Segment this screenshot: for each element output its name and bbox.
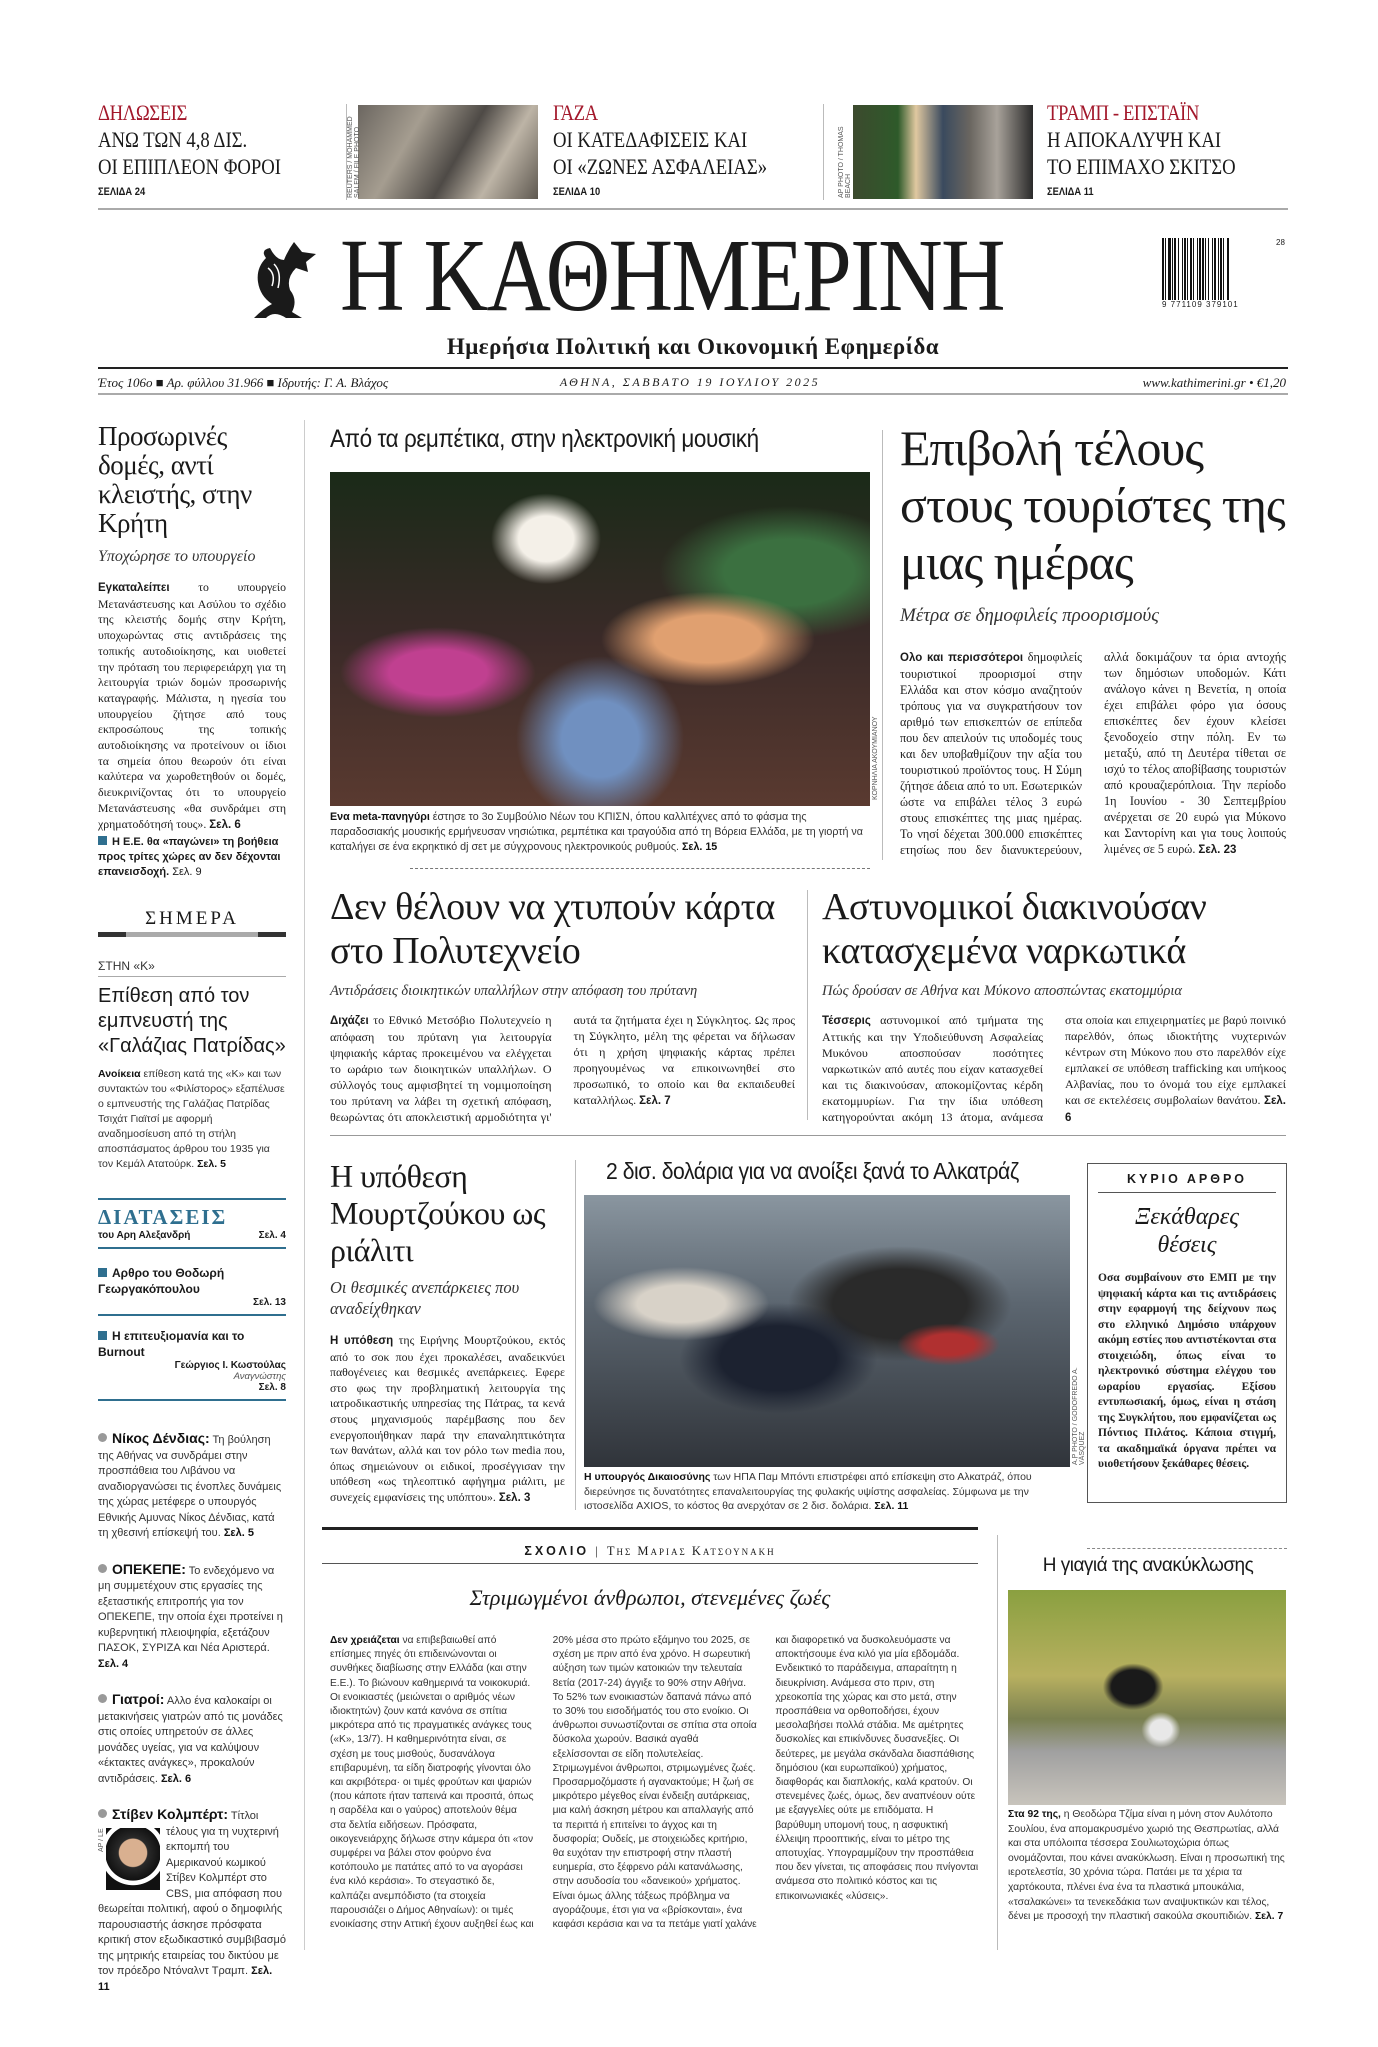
divider: [823, 104, 824, 200]
divider: [1087, 1548, 1287, 1549]
teaser-title: Η ΑΠΟΚΑΛΥΨΗ ΚΑΙ: [1047, 127, 1222, 152]
lead-word: Η υπόθεση: [330, 1335, 394, 1347]
editorial-headline[interactable]: Ξεκάθαρες θέσεις: [1134, 1204, 1239, 1258]
divider: [98, 1198, 286, 1200]
k-headline[interactable]: Επίθεση από τον εμπνευστή της «Γαλάζιας Πατρίδας»: [98, 985, 286, 1058]
divider: [330, 1135, 1286, 1136]
brief-name: Στίβεν Κολμπέρτ:: [98, 1806, 228, 1822]
lead-word: Ανοίκεια: [98, 1068, 141, 1081]
grandma-recycling-photo: [1008, 1590, 1286, 1805]
story-mourtzoukou: [330, 1158, 565, 1507]
brief-item: [98, 1431, 286, 1542]
comment-label: ΣΧΟΛΙΟ: [524, 1544, 590, 1558]
grandma-body: [1008, 1808, 1290, 1925]
barcode-number: 9 771109 379101: [1162, 300, 1239, 309]
brief-item: [98, 1807, 286, 1995]
story-body: [330, 1012, 795, 1125]
story-body: [330, 1333, 565, 1507]
body-text: επίθεση κατά της «Κ» και των συντακτών του «Φιλίστορος» εξαπέλυσε ο εμπνευστής της Γαλάζιας Πατρίδας Τσιχάτ Γιαϊτσί με αφορμή αναδημοσίευση από τη στήλη αποσπάσματος άρθρου του 1935 για τον Κεμάλ Ατατούρκ.: [98, 1068, 285, 1171]
editorial-body: Οσα συμβαίνουν στο ΕΜΠ με την ψηφιακή κάρτα και τις αντιδράσεις στην εφαρμογή της δείχνουν πως στο ελληνικό Δημόσιο υπάρχουν ακόμη εστίες που αντιστέκονται στα στοιχειώδη, όπως είναι το ηλεκτρονικό σύστημα ελέγχου του ωραρίου εργασίας. Εξίσου εντυπωσιακή, όμως, είναι η στάση της Συγκλήτου, που εμφανίζεται ως Πόντιος Πιλάτος. Κάποια στιγμή, τα ακαδημαϊκά όργανα πρέπει να υιοθετήσουν ξεκάθαρες θέσεις.: [1098, 1272, 1276, 1470]
article-author: Γεώργιος Ι. Κωστούλας: [174, 1360, 286, 1372]
festival-crowd-photo: [330, 472, 870, 806]
story-headline[interactable]: Η υπόθεση Μουρτζούκου ως ριάλιτι: [330, 1158, 546, 1268]
photo-caption: [330, 810, 875, 855]
lead-word: Τέσσερις: [822, 1015, 871, 1027]
barcode: [1162, 238, 1276, 313]
teaser-kicker: ΤΡΑΜΠ - ΕΠΣΤΑΪΝ: [1047, 100, 1199, 125]
brief-name: ΟΠΕΚΕΠΕ:: [98, 1561, 186, 1577]
newspaper-title[interactable]: Η ΚΑΘΗΜΕΡΙΝΗ: [340, 218, 1004, 333]
teaser-gaza[interactable]: [553, 100, 813, 198]
alcatraz-officials-photo: [584, 1195, 1070, 1467]
body-text: το υπουργείο Μετανάστευσης και Ασύλου το σχέδιο της κλειστής δομής στην Κρήτη, υποχωρώντας στις αντιδράσεις της τοπικής αυτοδιοίκησης, και υιοθετεί την πρόταση του περιφερειάρχη για τη λειτουργία τριών δομών προσωρινής καταγραφής. Μάλιστα, η ηγεσία του υπουργείου ζήτησε από τους εκπροσώπους της τοπικής αυτοδιοίκησης να προτείνουν οι ίδιοι τα σημεία όπου θεωρούν ότι είναι καλύτερα να χωροθετηθούν οι δομές, διευκρινίζοντας ότι το υπουργείο Μετανάστευσης «θα συνδράμει στη χρηματοδότησή τους».: [98, 580, 286, 831]
divider: [304, 420, 305, 1950]
article-link[interactable]: Η επιτευξιομανία και το Burnout: [98, 1328, 286, 1360]
photo-story-header[interactable]: Από τα ρεμπέτικα, στην ηλεκτρονική μουσική: [330, 425, 759, 453]
left-column: [98, 422, 286, 1995]
comment-label-row: ΣΧΟΛΙΟ | Της Μαριας Κατσουνακη: [322, 1544, 978, 1564]
divider: [575, 1160, 576, 1510]
teaser-kicker: ΓΑΖΑ: [553, 100, 598, 125]
page-ref[interactable]: Σελ. 7: [1254, 1911, 1284, 1923]
body-text: δημοφιλείς τουριστικοί προορισμοί στην Ελλάδα και στον κόσμο αναζητούν τρόπους για να συγκρατήσουν τον αριθμό των επισκεπτών σε επίπεδα που δεν απειλούν τις υποδομές τους και δεν υποβαθμίζουν την αξία του τουριστικού προϊόντος τους. Η Σύμη ζήτησε άδεια από το υπ. Εσωτερικών ώστε να επιβάλει τέλος 3 ευρώ στους επισκέπτες της μιας ημέρας. Το νησί δέχεται 300.000 επισκέπτες ετησίως που δεν διανυκτερεύουν, αλλά δοκιμάζουν τα όρια αντοχής των δημόσιων υποδομών. Κάτι ανάλογο κάνει η Βενετία, η οποία έχει επιβάλει φόρο για όσους επισκέπτες δεν έχουν κλείσει ξενοδοχείο στην πόλη. Εν τω μεταξύ, από τη Δευτέρα τίθεται σε ισχύ το τέλος αποβίβασης τουριστών από κρουαζιερόπλοια. Την περίοδο 1η Ιουνίου - 30 Σεπτεμβρίου ανέρχεται σε 20 ευρώ για Μύκονο και Σαντορίνη και για τους λοιπούς λιμένες σε 5 ευρώ.: [900, 650, 1286, 857]
photo-credit: AP PHOTO / THOMAS BEACH: [838, 126, 852, 198]
article-author-role: Αναγνώστης: [233, 1371, 286, 1383]
website-price[interactable]: www.kathimerini.gr • €1,20: [1142, 375, 1286, 390]
divider: [882, 430, 883, 860]
body-text: η Θεοδώρα Τζίμα είναι η μόνη στον Αυλότοπο Σουλίου, ένα απομακρυσμένο χωριό της Θεσπρωτίας, αλλά και στα υπόλοιπα τέσσερα Σουλιωτοχώρια όπως ονομάζονται, που κάνει ανακύκλωση. Είναι η προσωπική της ιεροτελεστία, 30 χρόνια τώρα. Πατάει με τα χέρια τα χαρτόκουτα, πλένει ένα ένα τα πλαστικά μπουκάλια, «τσαλακώνει» τα τενεκεδάκια των αναψυκτικών και τέλος, δένει με προσοχή την πλαστική σακούλα σκουπιδιών.: [1008, 1809, 1285, 1923]
brief-name: Γιατροί:: [98, 1691, 164, 1707]
caption-text: έστησε το 3ο Συμβούλιο Νέων του ΚΠΙΣΝ, όπου καλλιτέχνες από το φάσμα της παραδοσιακής μουσικής ερμήνευσαν νησιώτικα, ρεμπέτικα και τραγούδια από τη Βόρεια Ελλάδα, με τη γιορτή να καταλήγει σε ένα εκρηκτικό dj σετ με σύγχρονους ηλεκτρονικούς ρυθμούς.: [330, 811, 863, 853]
teaser-page: ΣΕΛΙΔΑ 11: [1047, 186, 1094, 198]
lead-word: Διχάζει: [330, 1015, 369, 1027]
comment-body: [330, 1634, 980, 1932]
caption-lead: Η υπουργός Δικαιοσύνης: [584, 1471, 711, 1483]
editorial-label: ΚΥΡΙΟ ΑΡΘΡΟ: [1098, 1172, 1276, 1193]
page-ref[interactable]: Σελ. 15: [681, 841, 718, 853]
comment-headline[interactable]: Στριμωγμένοι άνθρωποι, στενεμένες ζωές: [469, 1585, 831, 1610]
story-headline[interactable]: Αστυνομικοί διακινούσαν κατασχεμένα ναρκωτικά: [822, 886, 1207, 972]
brief-name: Νίκος Δένδιας:: [98, 1430, 210, 1446]
photo-credit: A.P PHOTO / GODOFREDO A. VÁSQUEZ: [1072, 1367, 1086, 1465]
gaza-ruins-photo: [358, 105, 538, 199]
page-ref[interactable]: Σελ. 11: [98, 1965, 273, 1993]
bullet-text: Η Ε.Ε. θα «παγώνει» τη βοήθεια προς τρίτες χώρες αν δεν δέχονται επανεισδοχή.: [98, 836, 281, 879]
story-body: [822, 1012, 1286, 1126]
newspaper-subtitle: Ημερήσια Πολιτική και Οικονομική Εφημερίδα: [446, 334, 940, 359]
page-ref[interactable]: Σελ. 3: [498, 1491, 531, 1504]
page-ref[interactable]: Σελ. 4: [98, 1657, 129, 1670]
teaser-title: ΟΙ «ΖΩΝΕΣ ΑΣΦΑΛΕΙΑΣ»: [553, 154, 768, 179]
teaser-title: ΑΝΩ ΤΩΝ 4,8 ΔΙΣ.: [98, 127, 248, 152]
page-ref[interactable]: Σελ. 13: [98, 1297, 286, 1316]
story-body: [98, 580, 286, 833]
barcode-issue: 28: [1276, 238, 1285, 247]
lead-word: Ολο και περισσότεροι: [900, 652, 1024, 664]
teaser-page: ΣΕΛΙΔΑ 10: [553, 186, 601, 198]
comment-author: Της Μαριας Κατσουνακη: [606, 1544, 776, 1558]
diataseis-meta: [98, 1230, 286, 1249]
story-subheadline: Πώς δρούσαν σε Αθήνα και Μύκονο αποσπώντας εκατομμύρια: [822, 983, 1183, 999]
teaser-trump-epstein[interactable]: [1047, 100, 1287, 198]
griffin-logo-icon: [246, 238, 326, 322]
diataseis-title[interactable]: ΔΙΑΤΑΣΕΙΣ: [98, 1205, 228, 1230]
caption-lead: Ενα meta-πανηγύρι: [330, 811, 430, 823]
colbert-photo-frame: [98, 1828, 160, 1890]
photo-credit: REUTERS / MOHAMMED SALEM / FILE PHOTO: [347, 116, 361, 198]
page-ref[interactable]: Σελ. 4: [258, 1230, 286, 1242]
caption-text: των ΗΠΑ Παμ Μπόντι επιστρέφει από επίσκεψη στο Αλκατράζ, όπου διερεύνησε τις δυνατότητες επαναλειτουργίας της φυλακής υψίστης ασφαλείας. Σύμφωνα με την ιστοσελίδα AXIOS, το κόστος θα ανερχόταν σε 2 δισ. δολάρια.: [584, 1471, 1032, 1512]
briefs-list: [98, 1431, 286, 1995]
issue-info: Έτος 106ο ■ Αρ. φύλλου 31.966 ■ Ιδρυτής: Γ. Α. Βλάχος: [98, 375, 389, 390]
editorial-box: [1087, 1163, 1287, 1503]
in-k-label: ΣΤΗΝ «Κ»: [98, 959, 286, 977]
barcode-bar: [1229, 238, 1230, 300]
colbert-photo: [106, 1828, 160, 1890]
divider: [98, 208, 1288, 210]
page-ref[interactable]: Σελ. 23: [1198, 844, 1237, 856]
story-headline[interactable]: Δεν θέλουν να χτυπούν κάρτα στο Πολυτεχνείο: [330, 886, 775, 972]
lead-body: [900, 649, 1286, 858]
k-body: [98, 1067, 286, 1172]
diataseis-author: του Αρη Αλεξανδρή: [98, 1230, 191, 1242]
story-subheadline: Οι θεσμικές ανεπάρκειες που αναδείχθηκαν: [330, 1278, 520, 1318]
story-police: [822, 885, 1286, 1126]
body-text: της Ειρήνης Μουρτζούκου, εκτός από το σοκ που έχει προκαλέσει, αναδεικνύει παθογένειες και θεσμικές ανεπάρκειες. Εφερε στο φως την προβληματική λειτουργία της ιατροδικαστικής υπηρεσίας της Πάτρας, τα κενά στους μηχανισμούς παρέμβασης που δεν ενεργοποιήθηκαν παρά την επαναληπτικότητα των θανάτων, αλλά και τον ρόλο των media που, όπως σημειώνουν οι ειδικοί, προσέγγισαν την υπόθεση «ως τηλεοπτικό αφήγημα ριάλιτι, με συνεχείς εμφανίσεις της υπόπτου».: [330, 1333, 565, 1504]
photo-credit: AP / LE: [98, 1827, 105, 1852]
brief-item: [98, 1562, 286, 1673]
story-subheadline: Αντιδράσεις διοικητικών υπαλλήλων στην απόφαση του πρύτανη: [330, 983, 698, 999]
brief-text: Τη βούληση της Αθήνας να συνδράμει στην προσπάθεια του Λιβάνου να αναδιοργανώσει τις ένοπλες δυνάμεις της χώρας μετέφερε ο υπουργός Εθνικής Αμυνας Νίκος Δένδιας, κατά τη χθεσινή επίσκεψή του.: [98, 1434, 282, 1540]
lead-word: Δεν χρειάζεται: [330, 1635, 400, 1646]
lead-story-tourists: [900, 420, 1286, 858]
divider: [807, 890, 808, 1120]
teaser-declarations[interactable]: [98, 100, 318, 198]
story-polytechnic: [330, 885, 795, 1125]
page-ref[interactable]: Σελ. 6: [1065, 1095, 1286, 1124]
lead-word: Στα 92 της,: [1008, 1809, 1061, 1820]
page-ref[interactable]: Σελ. 5: [223, 1527, 254, 1540]
divider: [98, 393, 1288, 395]
body-text: αστυνομικοί από τμήματα της Αττικής και την Υποδιεύθυνση Ασφαλείας Μυκόνου αποσπούσαν ποσότητες ναρκωτικών από αυτές που είχαν κατασχεθεί και τις διακινούσαν, αποκομίζοντας κέρδη εκατομμυρίων. Για την ίδια υπόθεση κατηγορούνται ακόμη 13 άτομα, ανάμεσα στα οποία και επιχειρηματίες με βαρύ ποινικό παρελθόν, όπως ιδιοκτήτης νυχτερινών κέντρων στη Μύκονο που στο παρελθόν είχε εμπλακεί σε υπόθεση trafficking και υπήκοος Αλβανίας, που το όνομά του είχε εμπλακεί και σε εκτελέσεις συμβολαίων θανάτου.: [822, 1013, 1286, 1124]
today-section-label: ΣΗΜΕΡΑ: [145, 908, 239, 930]
brief-text: Τίτλοι τέλους για τη νυχτερινή εκπομπή του Αμερικανού κωμικού Στίβεν Κολμπέρτ στο CBS, μια απόφαση που θεωρείται πολιτική, αφού ο δημοφιλής παρουσιαστής άσκησε πρόσφατα κριτική στον εξωδικαστικό συμβιβασμό της μητρικής εταιρείας του δικτύου με τον πρόεδρο Ντόναλντ Τραμπ.: [98, 1810, 286, 1978]
grandma-headline[interactable]: Η γιαγιά της ανακύκλωσης: [1042, 1555, 1254, 1576]
teaser-kicker: ΔΗΛΩΣΕΙΣ: [98, 100, 188, 125]
body-text: το Εθνικό Μετσόβιο Πολυτεχνείο η απόφαση του πρύτανη για λειτουργία ψηφιακής κάρτας προκειμένου να ελέγχεται το ωράριο των διοικητικών υπαλλήλων. Ο σύλλογός τους αμφισβητεί τη νομιμοποίηση του πρύτανη να λάβει τη σχετική απόφαση, θεωρώντας ότι αποκλειστική αρμοδιότητα γι' αυτά τα ζητήματα έχει η Σύγκλητος. Ως προς τη Σύγκλητο, μέλη της φέρεται να δήλωσαν ότι η χρήση ψηφιακής κάρτας πρέπει προηγουμένως να επικοινωνηθεί στο προσωπικό, το οποίο και θα εκπαιδευθεί καταλλήλως.: [330, 1013, 795, 1124]
date-line: ΑΘΗΝΑ, ΣΑΒΒΑΤΟ 19 ΙΟΥΛΙΟΥ 2025: [559, 375, 821, 389]
page-ref[interactable]: Σελ. 5: [197, 1158, 226, 1171]
divider: [322, 1527, 978, 1530]
divider: [410, 868, 870, 869]
page-ref[interactable]: Σελ. 9: [172, 866, 202, 879]
story-subheadline: Υποχώρησε το υπουργείο: [98, 548, 256, 565]
teaser-title: ΤΟ ΕΠΙΜΑΧΟ ΣΚΙΤΣΟ: [1047, 154, 1236, 179]
brief-text: Αλλο ένα καλοκαίρι οι μετακινήσεις γιατρών από τις μονάδες στις οποίες υπηρετούν σε άλλες μονάδες υγείας, για να καλύψουν «έκτακτες ανάγκες», προκαλούν αντιδράσεις.: [98, 1695, 283, 1785]
brief-text: Το ενδεχόμενο να μη συμμετέχουν στις εργασίες της εξεταστικής επιτροπής για τον ΟΠΕΚΕΠΕ, την οποία έχει προτείνει η κυβερνητική πλειοψηφία, εξετάζουν ΠΑΣΟΚ, ΣΥΡΙΖΑ και Νέα Αριστερά.: [98, 1564, 283, 1655]
divider: [98, 367, 1288, 369]
page-ref[interactable]: Σελ. 11: [874, 1500, 909, 1512]
page-ref[interactable]: Σελ. 7: [639, 1095, 671, 1107]
article-link[interactable]: Αρθρο του Θοδωρή Γεωργακόπουλου: [98, 1265, 286, 1297]
teaser-title: ΟΙ ΕΠΙΠΛΕΟΝ ΦΟΡΟΙ: [98, 154, 282, 179]
story-headline[interactable]: Προσωρινές δομές, αντί κλειστής, στην Κρήτη: [98, 421, 252, 538]
related-bullet: [98, 835, 286, 880]
page-ref[interactable]: Σελ. 8: [98, 1382, 286, 1401]
teaser-title: ΟΙ ΚΑΤΕΔΑΦΙΣΕΙΣ ΚΑΙ: [553, 127, 748, 152]
lead-subheadline: Μέτρα σε δημοφιλείς προορισμούς: [900, 605, 1159, 626]
photo-credit: ΚΟΡΝΗΛΙΑ ΑΚΟΥΜΙΑΝΟΥ: [872, 716, 879, 800]
teaser-page: ΣΕΛΙΔΑ 24: [98, 186, 146, 198]
page-ref[interactable]: Σελ. 6: [160, 1772, 192, 1785]
trump-epstein-photo: [853, 105, 1033, 199]
divider: [98, 932, 286, 937]
photo-caption: [584, 1470, 1079, 1514]
brief-item: [98, 1692, 286, 1787]
lead-headline[interactable]: Επιβολή τέλους στους τουρίστες της μιας ημέρας: [900, 420, 1285, 590]
lead-word: Εγκαταλείπει: [98, 582, 170, 594]
divider: [997, 1535, 998, 1950]
photo-story-header[interactable]: 2 δισ. δολάρια για να ανοίξει ξανά το Αλκατράζ: [606, 1158, 1019, 1184]
page-ref[interactable]: Σελ. 6: [209, 818, 241, 831]
body-text: να επιβεβαιωθεί από επίσημες πηγές ότι επιδεινώνονται οι συνθήκες διαβίωσης στην Ελλάδα (και στην Ε.Ε.). Το βιώνουν καθημερινά τα νοικοκυριά. Οι ενοικιαστές (μειώνεται ο αριθμός νέων ιδιοκτητών) ζουν κατά κανόνα σε σπίτια μικρότερα από τις πραγματικές ανάγκες τους («Κ», 13/7). Η καθημερινότητα είναι, σε σχέση με τους μισθούς, δυσανάλογα επιβαρυμένη, τα είδη διατροφής γίνονται όλο και ακριβότερα· οι τιμές φρούτων και ψαριών (που κάποτε ήταν ταπεινά και προσιτά, όπως η σαρδέλα και ο γαύρος) αποτελούν θέμα στα δελτία ειδήσεων. Πρόσφατα, οικογενειάρχης δήλωσε στην κάμερα ότι «τον συμφέρει να βάλει στον φούρνο ένα κοτόπουλο με πατάτες από το να αγοράσει ένα κιλό κεράσια». Το στεγαστικό δε, καλπάζει ανεμπόδιστο (τα στοιχεία παρουσιάζει ο Δήμος Αθηναίων): οι τιμές ενοικίασης στην Αττική έχουν αυξηθεί έως και 20% μέσα στο πρώτο εξάμηνο του 2025, σε σχέση με πριν από ένα χρόνο. Η σωρευτική αύξηση των τιμών κατοικιών την τελευταία 8ετία (2017-24) άγγιξε το 90% στην Αθήνα. Το 52% των ενοικιαστών δαπανά πάνω από το 30% του εισοδήματός του στο ενοίκιο. Οι άνθρωποι συνωστίζονται σε σπίτια στα οποία δύσκολα χωρούν. Βασικά αγαθά εξελίσσονται σε είδη πολυτελείας. Στριμωγμένοι άνθρωποι, στριμωγμένες ζωές. Προσαρμοζόμαστε ή αγανακτούμε; Η ζωή σε μικρότερο μέγεθος είναι ένδειξη αυτάρκειας, μια καλή άσκηση μέτρου και απαλλαγής από τα περιττά ή επιτείνει το άγχος και τη δυσφορία; Ουδείς, με στοιχειώδες κριτήριο, θα ευχόταν την επιστροφή στην πλαστή ευημερία, στο ξέφρενο ράλι κατανάλωσης, στην ασυδοσία του «δανεικού» χρήματος. Είναι όμως άλλης τάξεως πρόβλημα να αγοράζουμε, έτσι για να «βρίσκονται», ένα καφάσι κεράσια και να τα πετάμε γιατί χαλάνε και διαφορετικό να δυσκολευόμαστε να αποκτήσουμε ένα κιλό για μία εβδομάδα. Ενδεικτικό το παράδειγμα, απαραίτητη η διευκρίνιση. Ανάμεσα στο πριν, στη χρεοκοπία της χώρας και στο μετά, στην προσπάθεια να ορθοποδήσει, έχουν μεσολαβήσει πολλά στάδια. Με αμέτρητες δυσκολίες και επικίνδυνες δυσανεξίες. Οι δεύτερες, με μεγάλα σκάνδαλα διασπάθισης δημόσιου (και ευρωπαϊκού) χρήματος, διαφθοράς και διαπλοκής, καλά κρατούν. Οι στενεμένες ζωές, όμως, δεν αναπνέουν ούτε με εξαγγελίες ούτε με επιδόματα. Η βαρύθυμη υπομονή τους, η ασφυκτική έλλειψη προοπτικής, είναι το μέτρο της αποτυχίας. Υπογραμμίζουν την προσπάθεια που δεν γίνεται, τις αποφάσεις που πνίγονται ανάμεσα στο πολιτικό κόστος και τις επικοινωνιακές «λύσεις».: [330, 1635, 979, 1931]
